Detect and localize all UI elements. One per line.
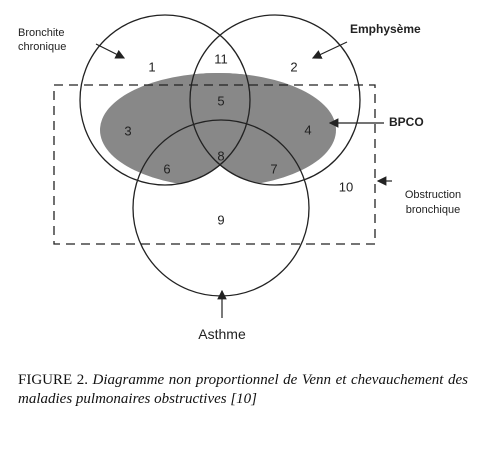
caption-text: Diagramme non proportionnel de Venn et chevauchement des maladies pulmonaires obstructives [10]: [18, 372, 468, 407]
obstruction-label-line1: Obstruction: [404, 189, 462, 201]
bronchite-arrow: [96, 44, 124, 58]
emphyseme-label: Emphysème: [350, 22, 421, 36]
region-7: 7: [270, 161, 278, 177]
bpco-label: BPCO: [389, 115, 424, 129]
emphyseme-arrow: [313, 42, 347, 58]
region-3: 3: [124, 123, 132, 139]
region-5: 5: [217, 93, 225, 109]
region-2: 2: [290, 59, 298, 75]
region-4: 4: [304, 122, 312, 138]
region-10: 10: [338, 179, 354, 195]
bronchite-label-line2: chronique: [18, 41, 67, 53]
caption-label: FIGURE 2.: [18, 372, 88, 388]
region-11: 11: [214, 51, 228, 67]
region-9: 9: [217, 212, 225, 228]
figure-caption: [18, 371, 468, 409]
asthme-label: Asthme: [198, 326, 246, 342]
region-8: 8: [217, 148, 225, 164]
bronchite-label-line1: Bronchite: [18, 27, 65, 39]
region-6: 6: [163, 161, 171, 177]
obstruction-label-line2: bronchique: [405, 204, 461, 216]
region-1: 1: [148, 59, 156, 75]
